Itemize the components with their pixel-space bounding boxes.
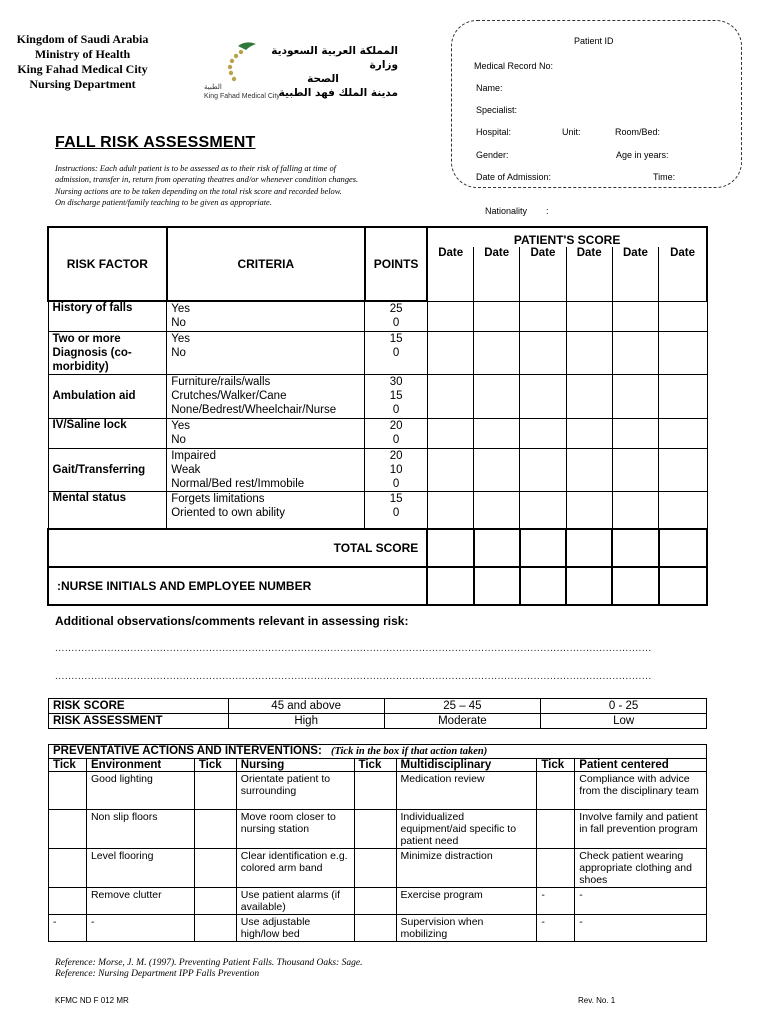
risk-level: Moderate [384,714,541,729]
risk-factor-header: RISK FACTOR [48,227,167,301]
total-score-cell[interactable] [427,529,473,567]
tick-box[interactable] [537,772,575,810]
risk-level: High [228,714,384,729]
criteria-cell [167,418,365,448]
intervention-item: Use patient alarms (if available) [236,888,354,915]
arabic-line: الصحة [307,73,339,85]
instruction-line: Instructions: Each adult patient is to be assessed as to their risk of falling at time of [55,164,337,173]
score-cell[interactable] [659,491,707,529]
total-score-cell[interactable] [566,529,612,567]
intervention-row [49,888,707,915]
points-value: 15 [389,332,403,345]
admission-date-field[interactable]: Date of Admission: [476,172,552,182]
criteria-option: Normal/Bed rest/Immobile [171,477,305,490]
score-cell[interactable] [427,491,473,529]
unit-field[interactable]: Unit: [562,127,581,137]
criteria-option: No [171,346,186,359]
risk-score-label: RISK SCORE [49,699,229,714]
score-cell[interactable] [427,374,473,418]
points-value: 25 [389,303,403,315]
medical-record-field[interactable]: Medical Record No: [474,61,554,71]
arabic-line: مدينة الملك فهد الطبية [278,87,398,99]
intervention-item: Individualized equipment/aid specific to patient need [396,810,537,849]
points-value: 0 [392,403,400,416]
intervention-item: Level flooring [86,849,194,888]
criteria-option: Oriented to own ability [171,506,286,519]
intervention-item: - [86,915,194,942]
observations-line[interactable]: ...................................................................................................................................................................................... [55,671,652,682]
score-cell[interactable] [659,418,707,448]
intervention-item: Supervision when mobilizing [396,915,537,942]
tick-box[interactable] [194,888,236,915]
org-line: Kingdom of Saudi Arabia [16,32,149,46]
tick-box[interactable] [354,772,396,810]
instruction-line: On discharge patient/family teaching to be given as appropriate. [55,197,272,207]
score-cell[interactable] [659,448,707,491]
points-cell [365,448,427,491]
tick-box[interactable] [354,849,396,888]
risk-assessment-label: RISK ASSESSMENT [49,714,229,729]
score-cell[interactable] [659,374,707,418]
score-cell[interactable] [427,448,473,491]
tick-box[interactable] [49,810,87,849]
score-cell[interactable] [612,491,658,529]
date-column-header: Date [427,247,473,301]
criteria-option: Weak [171,463,201,476]
criteria-option: No [171,433,186,446]
score-cell[interactable] [474,418,520,448]
risk-factor-name: Mental status [48,491,167,529]
name-field[interactable]: Name: [476,83,503,93]
score-cell[interactable] [520,491,566,529]
points-cell [365,374,427,418]
criteria-option: Yes [171,332,190,345]
org-line: Ministry of Health [34,47,131,61]
tick-box[interactable]: - [537,915,575,942]
intervention-item: Clear identification e.g. colored arm band [236,849,354,888]
risk-score-range: 45 and above [228,699,384,714]
multidisciplinary-header: Multidisciplinary [396,759,537,772]
intervention-item: - [575,888,707,915]
points-cell [365,418,427,448]
hospital-field[interactable]: Hospital: [476,127,512,137]
nurse-initials-cell[interactable] [520,567,566,605]
nurse-initials-cell[interactable] [659,567,707,605]
intervention-item: Minimize distraction [396,849,537,888]
criteria-option: Yes [171,303,190,315]
total-score-cell[interactable] [612,529,658,567]
intervention-item: Use adjustable high/low bed [236,915,354,942]
points-cell [365,331,427,374]
points-value: 0 [392,477,400,490]
score-cell[interactable] [520,418,566,448]
tick-header: Tick [354,759,396,772]
score-cell[interactable] [566,418,612,448]
score-cell[interactable] [659,331,707,374]
patient-centered-header: Patient centered [575,759,707,772]
observations-line[interactable]: ...................................................................................................................................................................................... [55,643,652,654]
points-value: 20 [389,449,403,462]
score-cell[interactable] [659,301,707,331]
risk-row [48,418,707,448]
page-title: FALL RISK ASSESSMENT [55,134,256,151]
intervention-row [49,772,707,810]
tick-header: Tick [49,759,87,772]
environment-header: Environment [86,759,194,772]
points-value: 0 [392,346,400,359]
nurse-initials-cell[interactable] [474,567,520,605]
intervention-row [49,849,707,888]
observations-title: Additional observations/comments relevant in assessing risk: [55,614,409,628]
criteria-option: Furniture/rails/walls [171,375,271,388]
logo-caption [204,83,280,101]
tick-box[interactable] [49,849,87,888]
nurse-initials-cell[interactable] [612,567,658,605]
criteria-cell [167,448,365,491]
total-score-cell[interactable] [474,529,520,567]
nationality-colon: : [546,206,549,216]
score-cell[interactable] [612,331,658,374]
points-value: 0 [392,317,400,329]
logo-caption-en: King Fahad Medical City [204,93,280,100]
score-cell[interactable] [566,301,612,331]
risk-level: Low [541,714,707,729]
instruction-line: admission, transfer in, return from operating theatres and/or whenever condition changes. [55,175,359,185]
date-column-header: Date [474,247,520,301]
nurse-initials-label: :NURSE INITIALS AND EMPLOYEE NUMBER [48,567,427,605]
score-cell[interactable] [474,491,520,529]
tick-box[interactable] [194,915,236,942]
org-line: King Fahad Medical City [17,62,148,76]
tick-box[interactable] [537,810,575,849]
nationality-field[interactable]: Nationality [485,206,528,216]
patient-score-header: PATIENT'S SCORE [427,227,707,247]
reference-line: Reference: Nursing Department IPP Falls Prevention [55,969,260,979]
score-cell[interactable] [520,448,566,491]
preventative-actions-table [48,744,707,942]
criteria-cell [167,301,365,331]
time-field[interactable]: Time: [653,172,676,182]
gender-field[interactable]: Gender: [476,150,509,160]
criteria-cell [167,331,365,374]
instruction-line: Nursing actions are to be taken depending on the total risk score and recorded below. [55,186,342,196]
specialist-field[interactable]: Specialist: [476,105,518,115]
tick-box[interactable] [194,810,236,849]
risk-row [48,301,707,331]
points-value: 0 [392,433,400,446]
arabic-line: المملكة العربية السعودية وزارة [271,45,398,71]
criteria-option: Yes [171,419,190,432]
risk-factor-name: IV/Saline lock [48,418,167,448]
criteria-cell [167,491,365,529]
risk-score-table [48,698,707,729]
intervention-item: Involve family and patient in fall prevention program [575,810,707,849]
intervention-item: - [575,915,707,942]
logo-caption-ar: الطبية [204,84,222,91]
points-value: 30 [389,375,403,388]
nursing-header: Nursing [236,759,354,772]
intervention-item: Orientate patient to surrounding [236,772,354,810]
points-value: 10 [389,463,403,476]
room-bed-field[interactable]: Room/Bed: [615,127,661,137]
points-cell [365,491,427,529]
score-cell[interactable] [612,374,658,418]
tick-box[interactable] [194,772,236,810]
tick-box[interactable] [354,810,396,849]
date-column-header: Date [659,247,707,301]
intervention-item: Exercise program [396,888,537,915]
score-cell[interactable] [566,448,612,491]
criteria-header: CRITERIA [167,227,365,301]
intervention-row [49,915,707,942]
intervention-row [49,810,707,849]
tick-header: Tick [194,759,236,772]
risk-row [48,448,707,491]
intervention-item: Good lighting [86,772,194,810]
risk-factor-table [47,226,708,606]
score-cell[interactable] [612,301,658,331]
score-cell[interactable] [520,301,566,331]
criteria-option: None/Bedrest/Wheelchair/Nurse [171,403,337,416]
instructions [55,163,455,208]
tick-box[interactable] [537,849,575,888]
score-cell[interactable] [474,448,520,491]
score-cell[interactable] [612,448,658,491]
age-field[interactable]: Age in years: [616,150,669,160]
nurse-initials-cell[interactable] [427,567,473,605]
points-value: 20 [389,419,403,432]
nurse-initials-cell[interactable] [566,567,612,605]
organization-header [0,32,165,92]
tick-box[interactable] [354,915,396,942]
score-cell[interactable] [612,418,658,448]
preventative-subtitle: (Tick in the box if that action taken) [330,746,488,757]
reference-line: Reference: Morse, J. M. (1997). Preventing Patient Falls. Thousand Oaks: Sage. [55,958,363,968]
total-score-cell[interactable] [520,529,566,567]
score-cell[interactable] [520,331,566,374]
intervention-item: Check patient wearing appropriate clothing and shoes [575,849,707,888]
revision-number: Rev. No. 1 [578,996,616,1005]
score-cell[interactable] [427,331,473,374]
date-column-header: Date [612,247,658,301]
intervention-item: Remove clutter [86,888,194,915]
preventative-title-row [49,745,707,759]
intervention-item: Move room closer to nursing station [236,810,354,849]
score-cell[interactable] [566,491,612,529]
points-value: 0 [392,506,400,519]
risk-score-range: 25 – 45 [384,699,541,714]
tick-header: Tick [537,759,575,772]
risk-row [48,491,707,529]
risk-row [48,331,707,374]
intervention-item: Compliance with advice from the disciplinary team [575,772,707,810]
org-line: Nursing Department [29,77,136,91]
criteria-option: Forgets limitations [171,492,265,505]
tick-box[interactable] [49,888,87,915]
intervention-item: Medication review [396,772,537,810]
patient-id-title: Patient ID [574,36,614,46]
criteria-option: No [171,317,186,329]
score-cell[interactable] [566,331,612,374]
tick-box[interactable] [49,772,87,810]
preventative-title: PREVENTATIVE ACTIONS AND INTERVENTIONS: [53,745,322,757]
intervention-item: Non slip floors [86,810,194,849]
score-cell[interactable] [427,301,473,331]
total-score-cell[interactable] [659,529,707,567]
points-value: 15 [389,389,403,402]
score-cell[interactable] [474,301,520,331]
date-column-header: Date [566,247,612,301]
total-score-label: TOTAL SCORE [48,529,427,567]
criteria-option: Crutches/Walker/Cane [171,389,287,402]
points-header: POINTS [365,227,427,301]
risk-factor-name: Two or more Diagnosis (co-morbidity) [48,331,167,374]
risk-factor-name: Ambulation aid [48,374,167,418]
score-cell[interactable] [427,418,473,448]
risk-factor-name: Gait/Transferring [48,448,167,491]
score-cell[interactable] [474,331,520,374]
tick-box[interactable]: - [537,888,575,915]
date-column-header: Date [520,247,566,301]
risk-factor-name: History of falls [48,301,167,331]
tick-box[interactable]: - [49,915,87,942]
score-cell[interactable] [520,374,566,418]
points-cell [365,301,427,331]
criteria-cell [167,374,365,418]
risk-score-range: 0 - 25 [541,699,707,714]
criteria-option: Impaired [171,449,216,462]
score-cell[interactable] [474,374,520,418]
points-value: 15 [389,492,403,505]
tick-box[interactable] [354,888,396,915]
form-code: KFMC ND F 012 MR [55,996,129,1005]
tick-box[interactable] [194,849,236,888]
risk-row [48,374,707,418]
score-cell[interactable] [566,374,612,418]
